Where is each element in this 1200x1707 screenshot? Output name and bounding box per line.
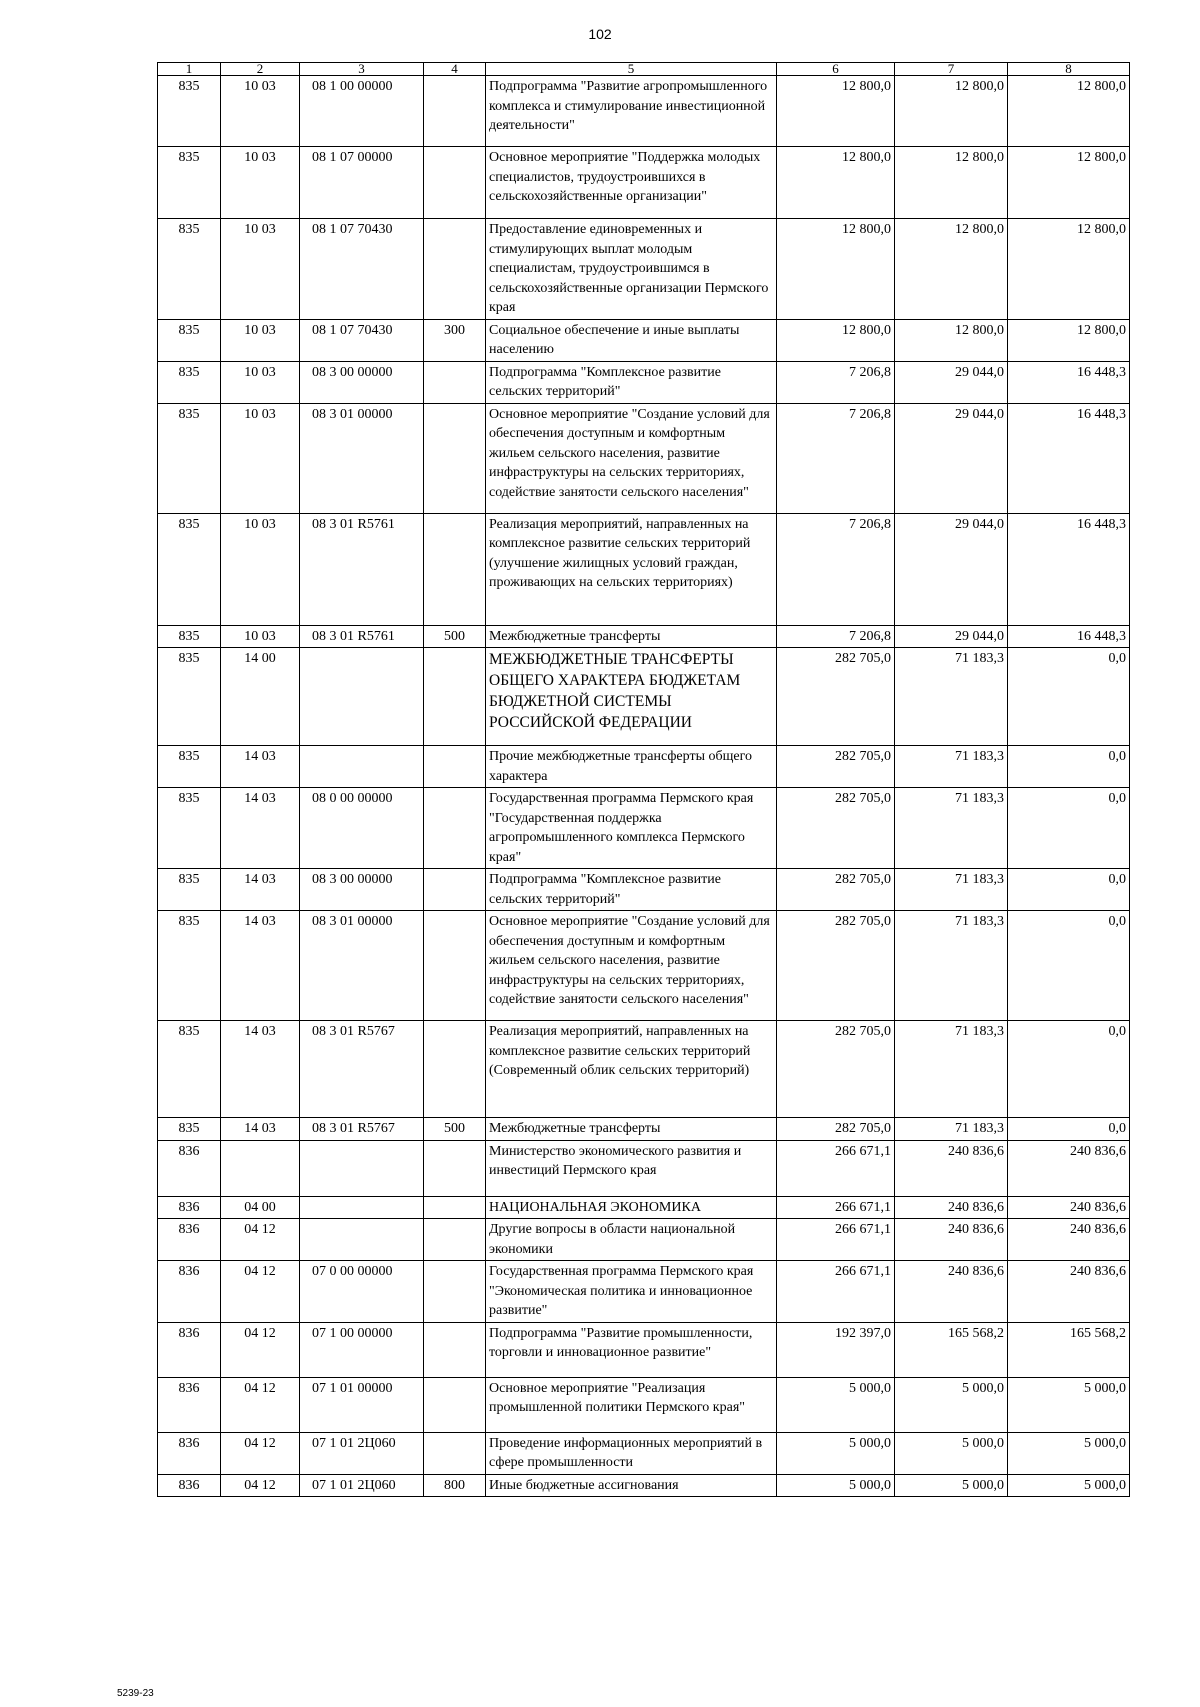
expense-type-cell: [424, 513, 486, 625]
description-cell: Основное мероприятие "Создание условий для обеспечения доступным и комфортным жильем сельского населения, развитие инфраструктуры на сельских территориях, содействие занятости сельского населения": [486, 403, 777, 513]
admin-code-cell: 835: [158, 625, 221, 648]
admin-code-cell: 836: [158, 1432, 221, 1474]
column-number-header: 5: [486, 63, 777, 76]
amount-2023-cell: 7 206,8: [777, 513, 895, 625]
description-cell: Реализация мероприятий, направленных на комплексное развитие сельских территорий (Современный облик сельских территорий): [486, 1021, 777, 1118]
expense-type-cell: [424, 1196, 486, 1219]
target-article-cell: 08 3 01 R5761: [300, 513, 424, 625]
expense-type-cell: [424, 911, 486, 1021]
amount-2025-cell: 0,0: [1008, 911, 1130, 1021]
admin-code-cell: 835: [158, 1118, 221, 1141]
amount-2025-cell: 16 448,3: [1008, 361, 1130, 403]
table-row: [158, 1118, 1130, 1141]
table-row: [158, 1219, 1130, 1261]
target-article-cell: 07 0 00 00000: [300, 1261, 424, 1323]
amount-2025-cell: 240 836,6: [1008, 1261, 1130, 1323]
table-row: [158, 1474, 1130, 1497]
amount-2024-cell: 71 183,3: [895, 869, 1008, 911]
target-article-cell: 08 1 07 70430: [300, 219, 424, 320]
section-code-cell: 10 03: [221, 76, 300, 147]
amount-2023-cell: 192 397,0: [777, 1322, 895, 1377]
description-cell: Основное мероприятие "Реализация промышленной политики Пермского края": [486, 1377, 777, 1432]
amount-2023-cell: 282 705,0: [777, 648, 895, 746]
amount-2023-cell: 266 671,1: [777, 1140, 895, 1196]
table-row: [158, 911, 1130, 1021]
amount-2023-cell: 12 800,0: [777, 76, 895, 147]
table-row: [158, 147, 1130, 219]
description-cell: Основное мероприятие "Создание условий для обеспечения доступным и комфортным жильем сельского населения, развитие инфраструктуры на сельских территориях, содействие занятости сельского населения": [486, 911, 777, 1021]
expense-type-cell: 500: [424, 625, 486, 648]
section-code-cell: 14 03: [221, 911, 300, 1021]
expense-type-cell: [424, 1219, 486, 1261]
admin-code-cell: 835: [158, 147, 221, 219]
amount-2025-cell: 12 800,0: [1008, 219, 1130, 320]
document-code: 5239-23: [117, 1688, 154, 1699]
expense-type-cell: [424, 1021, 486, 1118]
table-row: [158, 1140, 1130, 1196]
amount-2024-cell: 240 836,6: [895, 1140, 1008, 1196]
target-article-cell: 08 3 01 R5761: [300, 625, 424, 648]
section-code-cell: 04 12: [221, 1432, 300, 1474]
amount-2024-cell: 240 836,6: [895, 1219, 1008, 1261]
target-article-cell: 08 3 00 00000: [300, 869, 424, 911]
table-row: [158, 1377, 1130, 1432]
amount-2025-cell: 0,0: [1008, 869, 1130, 911]
amount-2025-cell: 240 836,6: [1008, 1196, 1130, 1219]
section-code-cell: 14 03: [221, 746, 300, 788]
description-cell: Подпрограмма "Развитие промышленности, торговли и инновационное развитие": [486, 1322, 777, 1377]
admin-code-cell: 836: [158, 1196, 221, 1219]
column-number-header: 8: [1008, 63, 1130, 76]
admin-code-cell: 836: [158, 1322, 221, 1377]
amount-2024-cell: 5 000,0: [895, 1474, 1008, 1497]
amount-2025-cell: 12 800,0: [1008, 76, 1130, 147]
column-number-header: 3: [300, 63, 424, 76]
amount-2023-cell: 282 705,0: [777, 911, 895, 1021]
expense-type-cell: [424, 788, 486, 869]
admin-code-cell: 835: [158, 219, 221, 320]
table-row: [158, 1432, 1130, 1474]
section-code-cell: 04 12: [221, 1322, 300, 1377]
target-article-cell: 07 1 01 00000: [300, 1377, 424, 1432]
section-code-cell: 14 03: [221, 788, 300, 869]
table-row: [158, 513, 1130, 625]
amount-2025-cell: 0,0: [1008, 1021, 1130, 1118]
amount-2025-cell: 0,0: [1008, 788, 1130, 869]
target-article-cell: 08 3 01 R5767: [300, 1118, 424, 1141]
target-article-cell: 08 1 00 00000: [300, 76, 424, 147]
amount-2023-cell: 266 671,1: [777, 1196, 895, 1219]
table-row: [158, 625, 1130, 648]
target-article-cell: 08 0 00 00000: [300, 788, 424, 869]
table-row: [158, 1261, 1130, 1323]
description-cell: Реализация мероприятий, направленных на комплексное развитие сельских территорий (улучшение жилищных условий граждан, проживающих на сельских территориях): [486, 513, 777, 625]
table-row: [158, 403, 1130, 513]
section-code-cell: 10 03: [221, 147, 300, 219]
section-code-cell: 10 03: [221, 319, 300, 361]
section-code-cell: 04 12: [221, 1219, 300, 1261]
amount-2023-cell: 266 671,1: [777, 1219, 895, 1261]
section-code-cell: 14 00: [221, 648, 300, 746]
admin-code-cell: 835: [158, 319, 221, 361]
amount-2025-cell: 165 568,2: [1008, 1322, 1130, 1377]
admin-code-cell: 836: [158, 1474, 221, 1497]
section-code-cell: 14 03: [221, 869, 300, 911]
description-cell: Межбюджетные трансферты: [486, 625, 777, 648]
section-code-cell: 04 12: [221, 1377, 300, 1432]
amount-2025-cell: 0,0: [1008, 746, 1130, 788]
table-row: [158, 1021, 1130, 1118]
expense-type-cell: 300: [424, 319, 486, 361]
amount-2023-cell: 5 000,0: [777, 1377, 895, 1432]
amount-2024-cell: 240 836,6: [895, 1261, 1008, 1323]
admin-code-cell: 836: [158, 1377, 221, 1432]
expense-type-cell: [424, 403, 486, 513]
amount-2025-cell: 240 836,6: [1008, 1140, 1130, 1196]
description-cell: НАЦИОНАЛЬНАЯ ЭКОНОМИКА: [486, 1196, 777, 1219]
amount-2023-cell: 282 705,0: [777, 869, 895, 911]
amount-2023-cell: 282 705,0: [777, 788, 895, 869]
description-cell: Социальное обеспечение и иные выплаты населению: [486, 319, 777, 361]
amount-2024-cell: 12 800,0: [895, 147, 1008, 219]
amount-2025-cell: 16 448,3: [1008, 513, 1130, 625]
amount-2023-cell: 7 206,8: [777, 403, 895, 513]
budget-table: [157, 62, 1130, 1497]
table-row: [158, 1196, 1130, 1219]
amount-2024-cell: 71 183,3: [895, 648, 1008, 746]
amount-2024-cell: 71 183,3: [895, 746, 1008, 788]
section-code-cell: 10 03: [221, 403, 300, 513]
amount-2023-cell: 12 800,0: [777, 219, 895, 320]
table-row: [158, 219, 1130, 320]
section-code-cell: 04 12: [221, 1261, 300, 1323]
amount-2023-cell: 5 000,0: [777, 1474, 895, 1497]
section-code-cell: 10 03: [221, 513, 300, 625]
target-article-cell: [300, 1219, 424, 1261]
amount-2024-cell: 29 044,0: [895, 625, 1008, 648]
amount-2024-cell: 29 044,0: [895, 403, 1008, 513]
section-code-cell: 10 03: [221, 361, 300, 403]
description-cell: Подпрограмма "Комплексное развитие сельских территорий": [486, 361, 777, 403]
section-code-cell: 04 12: [221, 1474, 300, 1497]
amount-2024-cell: 71 183,3: [895, 911, 1008, 1021]
admin-code-cell: 836: [158, 1140, 221, 1196]
target-article-cell: 08 3 01 R5767: [300, 1021, 424, 1118]
description-cell: Подпрограмма "Развитие агропромышленного комплекса и стимулирование инвестиционной деятельности": [486, 76, 777, 147]
amount-2023-cell: 12 800,0: [777, 319, 895, 361]
amount-2025-cell: 16 448,3: [1008, 403, 1130, 513]
admin-code-cell: 835: [158, 788, 221, 869]
target-article-cell: [300, 1196, 424, 1219]
section-code-cell: 14 03: [221, 1118, 300, 1141]
section-code-cell: 10 03: [221, 219, 300, 320]
admin-code-cell: 835: [158, 648, 221, 746]
amount-2025-cell: 5 000,0: [1008, 1474, 1130, 1497]
amount-2025-cell: 16 448,3: [1008, 625, 1130, 648]
expense-type-cell: [424, 219, 486, 320]
table-row: [158, 319, 1130, 361]
description-cell: Министерство экономического развития и инвестиций Пермского края: [486, 1140, 777, 1196]
amount-2023-cell: 12 800,0: [777, 147, 895, 219]
amount-2024-cell: 71 183,3: [895, 1021, 1008, 1118]
amount-2023-cell: 5 000,0: [777, 1432, 895, 1474]
expense-type-cell: [424, 147, 486, 219]
table-row: [158, 869, 1130, 911]
amount-2024-cell: 71 183,3: [895, 788, 1008, 869]
expense-type-cell: 800: [424, 1474, 486, 1497]
description-cell: Иные бюджетные ассигнования: [486, 1474, 777, 1497]
amount-2024-cell: 71 183,3: [895, 1118, 1008, 1141]
description-cell: Другие вопросы в области национальной экономики: [486, 1219, 777, 1261]
description-cell: Основное мероприятие "Поддержка молодых специалистов, трудоустроившихся в сельскохозяйственные организации": [486, 147, 777, 219]
amount-2025-cell: 12 800,0: [1008, 319, 1130, 361]
amount-2023-cell: 266 671,1: [777, 1261, 895, 1323]
expense-type-cell: [424, 1377, 486, 1432]
admin-code-cell: 835: [158, 513, 221, 625]
table-row: [158, 76, 1130, 147]
amount-2024-cell: 29 044,0: [895, 513, 1008, 625]
amount-2024-cell: 12 800,0: [895, 319, 1008, 361]
target-article-cell: 08 1 07 00000: [300, 147, 424, 219]
description-cell: Проведение информационных мероприятий в сфере промышленности: [486, 1432, 777, 1474]
description-cell: Межбюджетные трансферты: [486, 1118, 777, 1141]
column-number-header: 7: [895, 63, 1008, 76]
amount-2023-cell: 282 705,0: [777, 1118, 895, 1141]
admin-code-cell: 836: [158, 1261, 221, 1323]
amount-2024-cell: 5 000,0: [895, 1377, 1008, 1432]
column-number-header: 6: [777, 63, 895, 76]
amount-2024-cell: 5 000,0: [895, 1432, 1008, 1474]
admin-code-cell: 835: [158, 76, 221, 147]
column-number-header: 1: [158, 63, 221, 76]
section-code-cell: [221, 1140, 300, 1196]
target-article-cell: 07 1 00 00000: [300, 1322, 424, 1377]
admin-code-cell: 835: [158, 869, 221, 911]
expense-type-cell: [424, 1322, 486, 1377]
admin-code-cell: 835: [158, 361, 221, 403]
target-article-cell: 08 1 07 70430: [300, 319, 424, 361]
table-row: [158, 361, 1130, 403]
expense-type-cell: [424, 746, 486, 788]
expense-type-cell: [424, 1261, 486, 1323]
description-cell: МЕЖБЮДЖЕТНЫЕ ТРАНСФЕРТЫ ОБЩЕГО ХАРАКТЕРА БЮДЖЕТАМ БЮДЖЕТНОЙ СИСТЕМЫ РОССИЙСКОЙ ФЕДЕРАЦИИ: [486, 648, 777, 746]
amount-2023-cell: 7 206,8: [777, 625, 895, 648]
section-code-cell: 14 03: [221, 1021, 300, 1118]
section-code-cell: 04 00: [221, 1196, 300, 1219]
description-cell: Прочие межбюджетные трансферты общего характера: [486, 746, 777, 788]
page-number: 102: [588, 26, 612, 42]
target-article-cell: 08 3 01 00000: [300, 911, 424, 1021]
table-row: [158, 1322, 1130, 1377]
column-number-header: 4: [424, 63, 486, 76]
expense-type-cell: [424, 1140, 486, 1196]
admin-code-cell: 835: [158, 403, 221, 513]
admin-code-cell: 835: [158, 911, 221, 1021]
expense-type-cell: [424, 1432, 486, 1474]
amount-2023-cell: 282 705,0: [777, 1021, 895, 1118]
description-cell: Государственная программа Пермского края "Экономическая политика и инновационное развитие": [486, 1261, 777, 1323]
expense-type-cell: [424, 869, 486, 911]
description-cell: Предоставление единовременных и стимулирующих выплат молодым специалистам, трудоустроившимся в сельскохозяйственные организации Пермского края: [486, 219, 777, 320]
section-code-cell: 10 03: [221, 625, 300, 648]
target-article-cell: [300, 746, 424, 788]
amount-2023-cell: 7 206,8: [777, 361, 895, 403]
amount-2025-cell: 5 000,0: [1008, 1432, 1130, 1474]
target-article-cell: 08 3 00 00000: [300, 361, 424, 403]
admin-code-cell: 835: [158, 746, 221, 788]
table-header-row: [158, 63, 1130, 76]
description-cell: Подпрограмма "Комплексное развитие сельских территорий": [486, 869, 777, 911]
expense-type-cell: [424, 76, 486, 147]
amount-2023-cell: 282 705,0: [777, 746, 895, 788]
target-article-cell: 07 1 01 2Ц060: [300, 1474, 424, 1497]
column-number-header: 2: [221, 63, 300, 76]
amount-2025-cell: 0,0: [1008, 1118, 1130, 1141]
target-article-cell: [300, 648, 424, 746]
amount-2024-cell: 12 800,0: [895, 76, 1008, 147]
amount-2024-cell: 12 800,0: [895, 219, 1008, 320]
amount-2024-cell: 165 568,2: [895, 1322, 1008, 1377]
table-row: [158, 648, 1130, 746]
amount-2025-cell: 12 800,0: [1008, 147, 1130, 219]
amount-2025-cell: 240 836,6: [1008, 1219, 1130, 1261]
target-article-cell: 07 1 01 2Ц060: [300, 1432, 424, 1474]
target-article-cell: [300, 1140, 424, 1196]
expense-type-cell: [424, 361, 486, 403]
table-row: [158, 746, 1130, 788]
table-row: [158, 788, 1130, 869]
admin-code-cell: 836: [158, 1219, 221, 1261]
amount-2024-cell: 240 836,6: [895, 1196, 1008, 1219]
target-article-cell: 08 3 01 00000: [300, 403, 424, 513]
admin-code-cell: 835: [158, 1021, 221, 1118]
amount-2025-cell: 0,0: [1008, 648, 1130, 746]
amount-2024-cell: 29 044,0: [895, 361, 1008, 403]
expense-type-cell: 500: [424, 1118, 486, 1141]
description-cell: Государственная программа Пермского края "Государственная поддержка агропромышленного комплекса Пермского края": [486, 788, 777, 869]
amount-2025-cell: 5 000,0: [1008, 1377, 1130, 1432]
expense-type-cell: [424, 648, 486, 746]
